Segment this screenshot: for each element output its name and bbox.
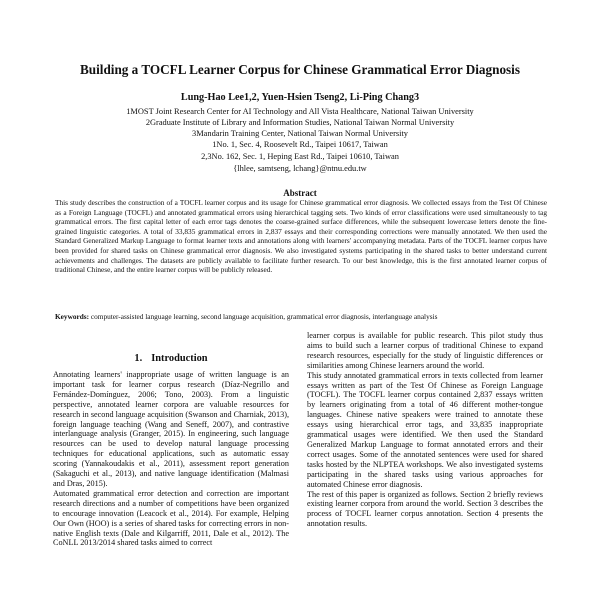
intro-paragraph-5: The rest of this paper is organized as follows. Section 2 briefly reviews existing learner corpora from around the world. Section 3 describes the process of TOCFL learner corpus annotation. Section 4 presents the annotation results. bbox=[307, 489, 543, 529]
section-heading bbox=[53, 353, 289, 370]
section-number: 1. bbox=[134, 353, 143, 364]
authors-text: Lung-Hao Lee1,2, Yuen-Hsien Tseng2, Li-Ping Chang3 bbox=[180, 92, 420, 103]
keywords-text: computer-assisted language learning, second language acquisition, grammatical error diagnosis, interlanguage analysis bbox=[90, 312, 438, 321]
author-emails: {lhlee, samtseng, lchang}@ntnu.edu.tw bbox=[233, 164, 367, 173]
keywords-label: Keywords: bbox=[55, 312, 90, 321]
address-2: 2,3No. 162, Sec. 1, Heping East Rd., Taipei 10610, Taiwan bbox=[201, 152, 399, 161]
affiliation-1: 1MOST Joint Research Center for AI Technology and All Vista Healthcare, National Taiwan University bbox=[126, 107, 474, 116]
abstract-heading: Abstract bbox=[283, 188, 317, 198]
intro-paragraph-4: This study annotated grammatical errors in texts collected from learner essays written as part of the Test Of Chinese as Foreign Language (TOCFL). The TOCFL learner corpus contained 2,837 essays written by learners originating from a total of 46 different mother-tongue languages. Chinese native speakers were trained to annotate these essays using hierarchical error tags, and 33,835 inappropriate grammatical usages were identified. We then used the Standard Generalized Markup Language to format annotated errors and their correct usages. Some of the annotated sentences were used for shared tasks hosted by the NLPTEA workshops. We also investigated systems participating in the shared tasks using various approaches for automated Chinese error diagnosis. bbox=[307, 370, 543, 489]
left-column bbox=[53, 331, 289, 548]
intro-paragraph-2: Automated grammatical error detection and correction are important research directions and a number of competitions have been organized to encourage innovation (Leacock et al., 2014). For example, Helping Our Own (HOO) is a series of shared tasks for correcting errors in non-native English texts (Dale and Kilgarriff, 2011, Dale et al., 2012). The CoNLL 2013/2014 shared tasks aimed to correct bbox=[53, 488, 289, 548]
paper-title: Building a TOCFL Learner Corpus for Chinese Grammatical Error Diagnosis bbox=[80, 62, 520, 77]
affiliation-3: 3Mandarin Training Center, National Taiwan Normal University bbox=[192, 129, 408, 138]
intro-paragraph-3: learner corpus is available for public research. This pilot study thus aims to build such a learner corpus of traditional Chinese to expand research resources, especially for the study of linguistic differences or similarities among Chinese learners around the world. bbox=[307, 331, 543, 370]
intro-paragraph-1: Annotating learners' inappropriate usage of written language is an important task for learner corpus research (Díaz-Negrillo and Fernández-Domínguez, 2006; Tono, 2003). From a linguistic perspective, annotated learner corpora are valuable resources for research in second language acquisition (Swanson and Charniak, 2013), foreign language teaching (Wang and Seneff, 2007), and contrastive interlanguage analysis (Granger, 2015). In engineering, such language resources can be used to develop natural language processing techniques for educational applications, such as automatic essay scoring (Yannakoudakis et al., 2011), assessment report generation (Sakaguchi et al., 2013), and native language identification (Malmasi and Dras, 2015). bbox=[53, 370, 289, 488]
abstract-text: This study describes the construction of a TOCFL learner corpus and its usage for Chinese grammatical error diagnosis. We collected essays from the Test Of Chinese as a Foreign Language (TOCFL) and annotated grammatical errors using hierarchical tagging sets. Two kinds of error classifications were used simultaneously to tag grammatical errors. The first capital letter of each error tags denotes the coarse-grained surface differences, while the subsequent lowercase letters denote the fine-grained linguistic categories. A total of 33,835 grammatical errors in 2,837 essays and their corresponding corrections were manually annotated. We then used the Standard Generalized Markup Language to format learner texts and annotations along with learners' accompanying metadata. Parts of the TOCFL learner corpus have been provided for shared tasks on Chinese grammatical error diagnosis. We also investigated systems participating in the shared tasks to better understand current achievements and challenges. The datasets are publicly available to facilitate further research. To our best knowledge, this is the first annotated learner corpus of traditional Chinese, and the entire learner corpus will be publicly released. bbox=[55, 198, 547, 275]
author-list bbox=[0, 92, 600, 103]
right-column bbox=[307, 331, 543, 529]
section-title: Introduction bbox=[151, 353, 208, 364]
affiliation-2: 2Graduate Institute of Library and Information Studies, National Taiwan Normal University bbox=[145, 118, 455, 127]
keywords-line bbox=[55, 312, 547, 322]
address-1: 1No. 1, Sec. 4, Roosevelt Rd., Taipei 10617, Taiwan bbox=[212, 140, 388, 149]
